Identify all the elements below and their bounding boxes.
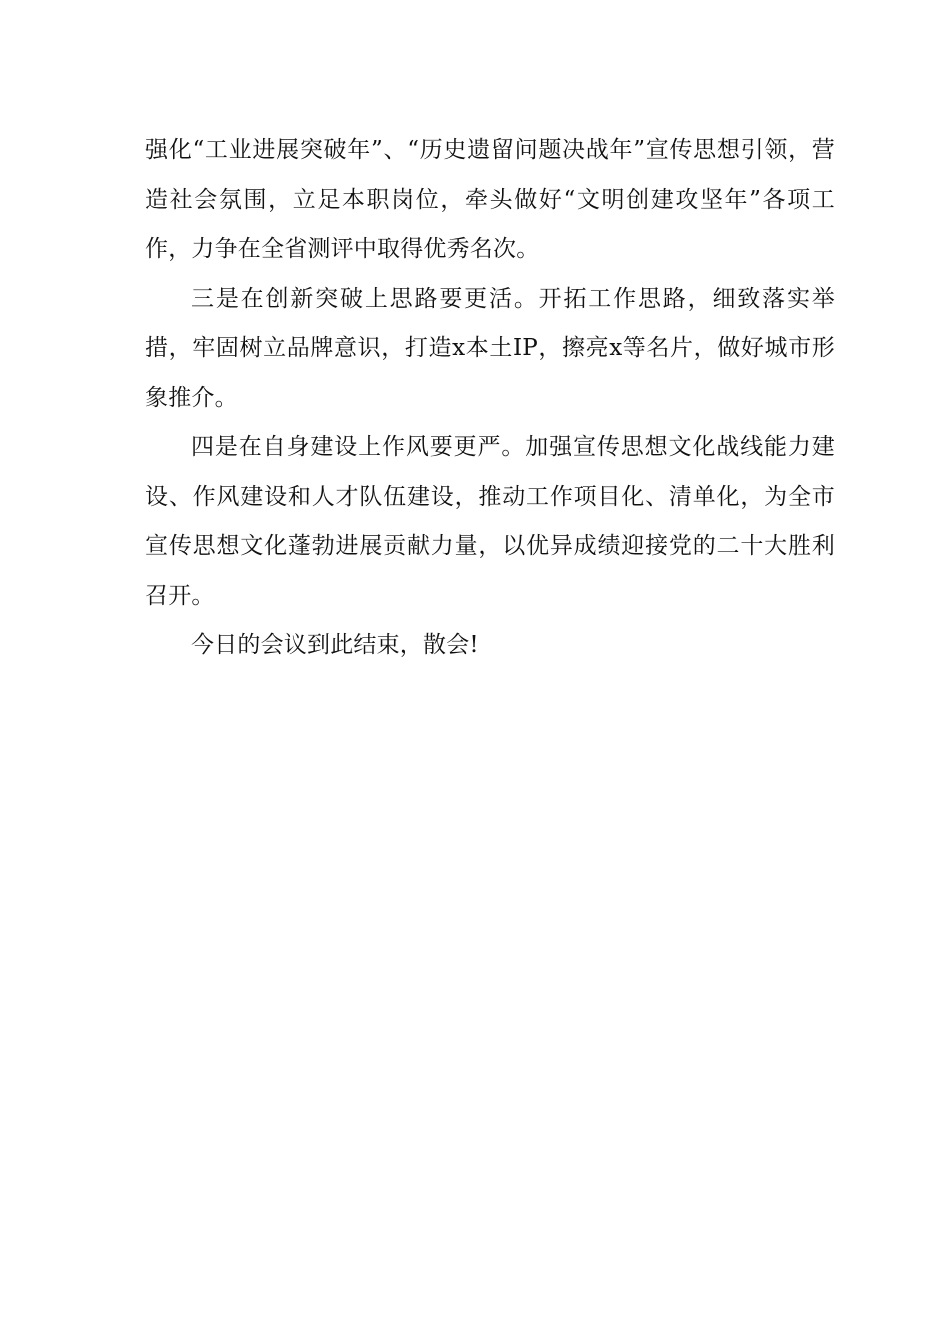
paragraph-point-four: 四是在自身建设上作风要更严。加强宣传思想文化战线能力建设、作风建设和人才队伍建设，推动工作项目化、清单化，为全市宣传思想文化蓬勃进展贡献力量，以优异成绩迎接党的二十大胜利召开。 [145,434,835,609]
paragraph-continuation: 强化“工业进展突破年”、“历史遗留问题决战年”宣传思想引领，营造社会氛围，立足本职岗位，牵头做好“文明创建攻坚年”各项工作，力争在全省测评中取得优秀名次。 [145,137,835,262]
document-body [145,126,835,671]
paragraph-point-three: 三是在创新突破上思路要更活。开拓工作思路，细致落实举措，牢固树立品牌意识，打造x本土IP，擦亮x等名片，做好城市形象推介。 [145,285,835,411]
paragraph-closing: 今日的会议到此结束，散会! [191,632,479,658]
